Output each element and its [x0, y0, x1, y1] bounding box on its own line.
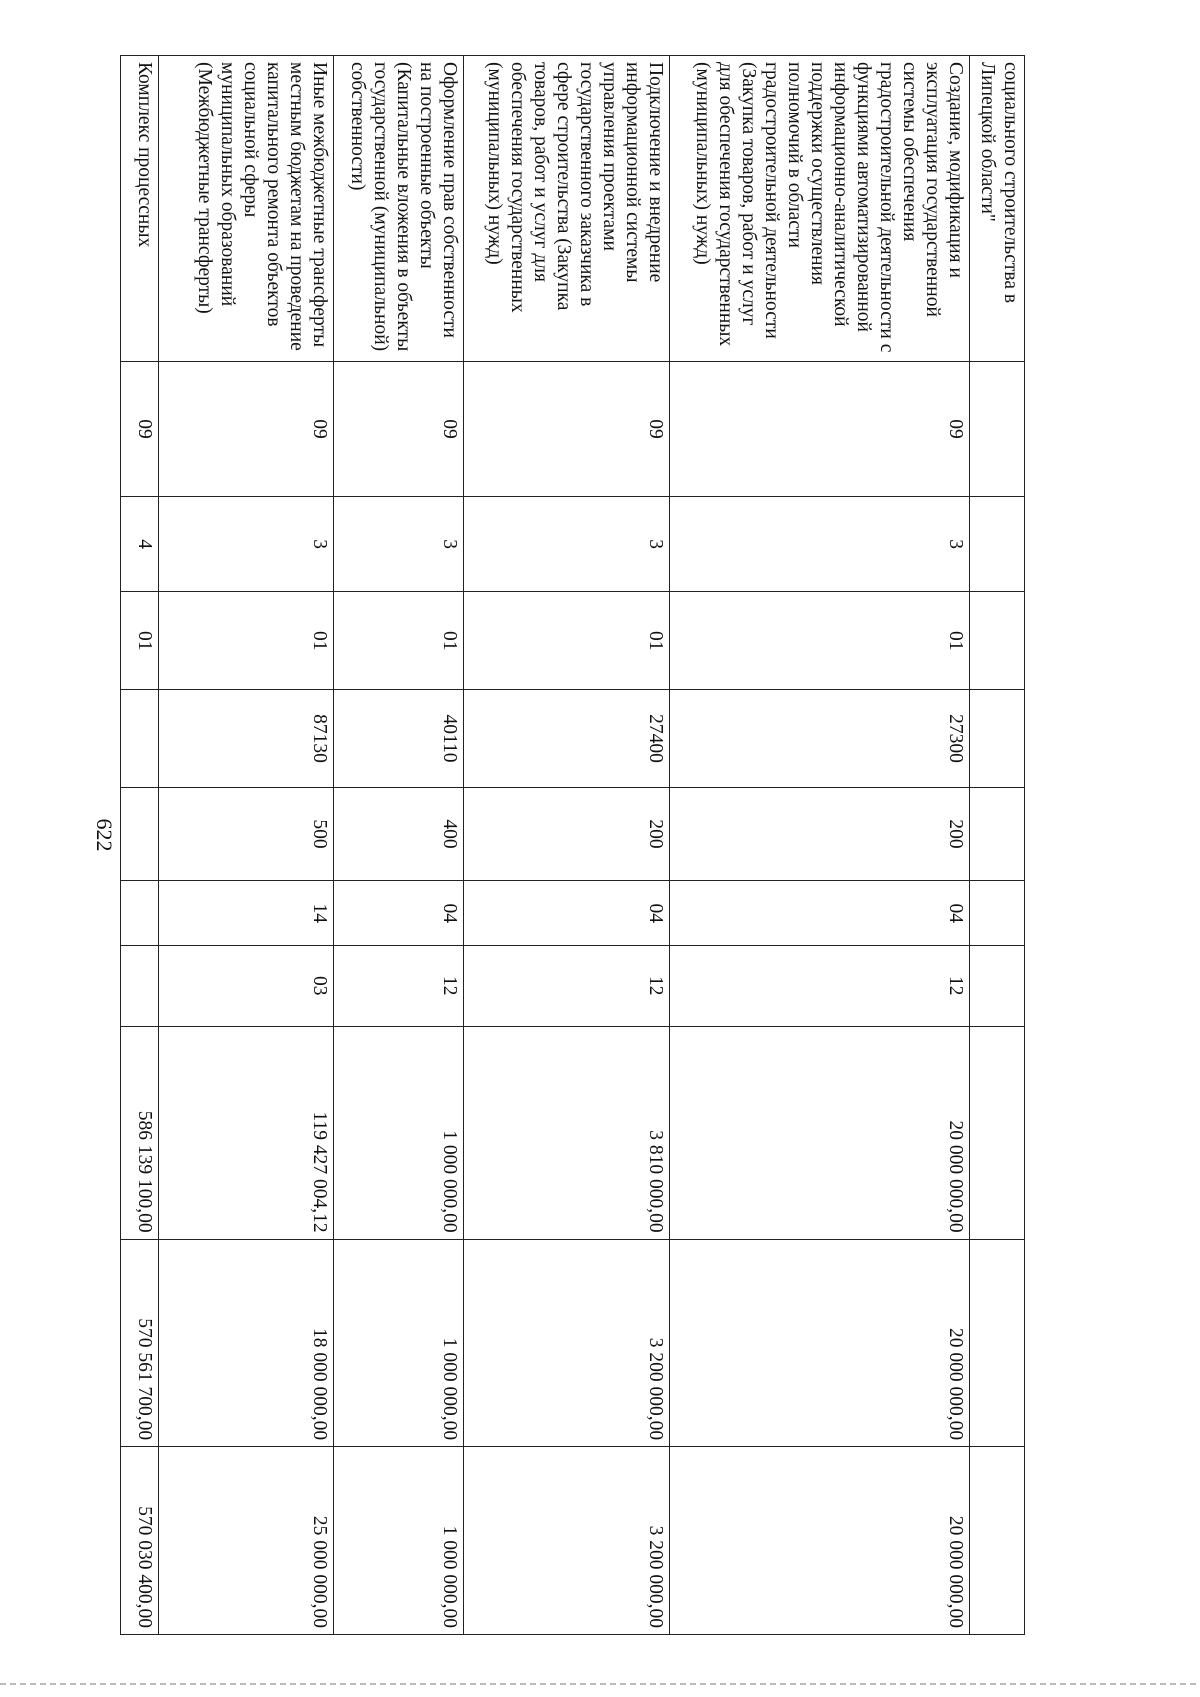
page-number: 622: [92, 818, 117, 852]
table-row: [121, 56, 159, 1635]
subsection-code-cell: [121, 945, 159, 1026]
scan-edge-line: [0, 1683, 1200, 1685]
program-code-cell: 3: [463, 497, 669, 592]
amount-year3-cell: [969, 1447, 1024, 1635]
section-code-cell: [121, 881, 159, 945]
section-code-cell: 04: [463, 881, 669, 945]
budget-table: [120, 55, 1025, 1635]
program-code-cell: 3: [669, 497, 969, 592]
direction-code-cell: 27300: [669, 690, 969, 787]
ministry-code-cell: 09: [669, 361, 969, 496]
subprogram-code-cell: 01: [121, 592, 159, 690]
amount-year1-cell: 20 000 000,00: [669, 1026, 969, 1239]
amount-year2-cell: 570 561 700,00: [121, 1239, 159, 1446]
program-code-cell: 3: [334, 497, 463, 592]
section-code-cell: [969, 881, 1024, 945]
amount-year2-cell: 3 200 000,00: [463, 1239, 669, 1446]
section-code-cell: 14: [159, 881, 334, 945]
subprogram-code-cell: 01: [669, 592, 969, 690]
table-row: [159, 56, 334, 1635]
subprogram-code-cell: [969, 592, 1024, 690]
row-name-cell: социального строительства в Липецкой области": [969, 56, 1024, 362]
program-code-cell: 3: [159, 497, 334, 592]
amount-year3-cell: 25 000 000,00: [159, 1447, 334, 1635]
ministry-code-cell: 09: [463, 361, 669, 496]
section-code-cell: 04: [334, 881, 463, 945]
expense-type-cell: [969, 787, 1024, 881]
amount-year1-cell: 119 427 004,12: [159, 1026, 334, 1239]
ministry-code-cell: 09: [121, 361, 159, 496]
subsection-code-cell: [969, 945, 1024, 1026]
row-name-cell: Подключение и внедрение информационной системы управления проектами государственного заказчика в сфере строительства (Закупка товаров, работ и услуг для обеспечения государственных (муниципальных) нужд): [463, 56, 669, 362]
amount-year3-cell: 1 000 000,00: [334, 1447, 463, 1635]
subprogram-code-cell: 01: [159, 592, 334, 690]
amount-year2-cell: 1 000 000,00: [334, 1239, 463, 1446]
subprogram-code-cell: 01: [334, 592, 463, 690]
rotated-page-content: [120, 55, 1025, 1635]
amount-year1-cell: 586 139 100,00: [121, 1026, 159, 1239]
table-row: [969, 56, 1024, 1635]
expense-type-cell: 400: [334, 787, 463, 881]
ministry-code-cell: [969, 361, 1024, 496]
row-name-cell: Иные межбюджетные трансферты местным бюджетам на проведение капитального ремонта объектов социальной сферы муниципальных образований (Межбюджетные трансферты): [159, 56, 334, 362]
amount-year2-cell: 18 000 000,00: [159, 1239, 334, 1446]
ministry-code-cell: 09: [334, 361, 463, 496]
direction-code-cell: [969, 690, 1024, 787]
amount-year2-cell: [969, 1239, 1024, 1446]
expense-type-cell: 200: [669, 787, 969, 881]
expense-type-cell: [121, 787, 159, 881]
table-row: [669, 56, 969, 1635]
expense-type-cell: 500: [159, 787, 334, 881]
amount-year2-cell: 20 000 000,00: [669, 1239, 969, 1446]
row-name-cell: Комплекс процессных: [121, 56, 159, 362]
expense-type-cell: 200: [463, 787, 669, 881]
subprogram-code-cell: 01: [463, 592, 669, 690]
direction-code-cell: 87130: [159, 690, 334, 787]
subsection-code-cell: 03: [159, 945, 334, 1026]
ministry-code-cell: 09: [159, 361, 334, 496]
row-name-cell: Создание, модификация и эксплуатация государственной системы обеспечения градостроительной деятельности с функциями автоматизированной информационно-аналитической поддержки осуществления полномочий в области градостроительной деятельности (Закупка товаров, работ и услуг для обеспечения государственных (муниципальных) нужд): [669, 56, 969, 362]
program-code-cell: 4: [121, 497, 159, 592]
amount-year1-cell: [969, 1026, 1024, 1239]
amount-year3-cell: 3 200 000,00: [463, 1447, 669, 1635]
subsection-code-cell: 12: [463, 945, 669, 1026]
direction-code-cell: 40110: [334, 690, 463, 787]
subsection-code-cell: 12: [669, 945, 969, 1026]
program-code-cell: [969, 497, 1024, 592]
section-code-cell: 04: [669, 881, 969, 945]
amount-year1-cell: 3 810 000,00: [463, 1026, 669, 1239]
table-row: [334, 56, 463, 1635]
direction-code-cell: [121, 690, 159, 787]
row-name-cell: Оформление прав собственности на построенные объекты (Капитальные вложения в объекты государственной (муниципальной) собственности): [334, 56, 463, 362]
table-row: [463, 56, 669, 1635]
amount-year1-cell: 1 000 000,00: [334, 1026, 463, 1239]
amount-year3-cell: 20 000 000,00: [669, 1447, 969, 1635]
direction-code-cell: 27400: [463, 690, 669, 787]
amount-year3-cell: 570 030 400,00: [121, 1447, 159, 1635]
subsection-code-cell: 12: [334, 945, 463, 1026]
